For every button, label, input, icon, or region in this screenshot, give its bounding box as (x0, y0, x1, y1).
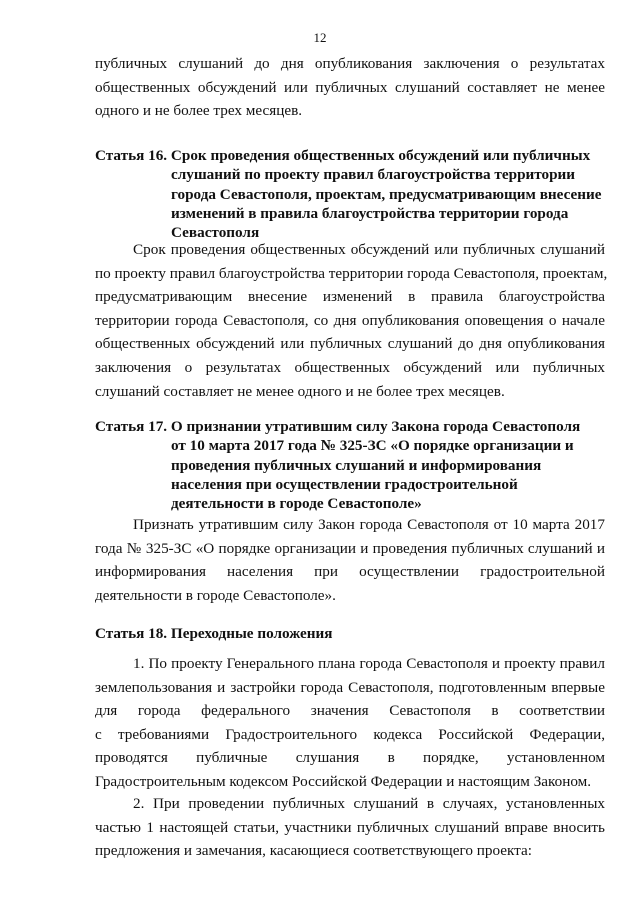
text-line: заключения о результатах общественных обсуждений или публичных (95, 358, 605, 376)
text-line: Срок проведения общественных обсуждений или публичных слушаний (133, 241, 605, 258)
heading-line: Севастополя (171, 224, 260, 242)
article-18-paragraph-2 (95, 792, 605, 863)
text-line: 2. При проведении публичных слушаний в случаях, установленных (133, 795, 605, 812)
text-line: 1. По проекту Генерального плана города Севастополя и проекту правил (133, 655, 605, 672)
heading-line: Статья 16. Срок проведения общественных обсуждений или публичных (95, 147, 591, 164)
heading-line: Статья 18. Переходные положения (95, 625, 333, 642)
article-16-heading (95, 146, 605, 242)
text-line: территории города Севастополя, со дня опубликования оповещения о начале (95, 311, 605, 329)
heading-line: деятельности в городе Севастополе» (171, 495, 422, 513)
heading-line: слушаний по проекту правил благоустройства территории (171, 166, 576, 184)
text-line: предусматривающим внесение изменений в правила благоустройства (95, 288, 605, 306)
text-line: публичных слушаний до дня опубликования заключения о результатах (95, 55, 605, 72)
text-line: проводятся публичные слушания в порядке, установленном (95, 749, 605, 767)
heading-line: от 10 марта 2017 года № 325-ЗС «О порядке организации и (171, 437, 574, 455)
text-line: землепользования и застройки города Севастополя, подготовленным впервые (95, 678, 605, 696)
heading-line: проведения публичных слушаний и информирования (171, 456, 542, 474)
text-line: информирования населения при осуществлении градостроительной (95, 563, 605, 581)
article-18-heading (95, 624, 605, 643)
text-line: Градостроительным кодексом Российской Федерации и настоящим Законом. (95, 772, 592, 790)
heading-line: населения при осуществлении градостроительной (171, 475, 518, 493)
text-line: частью 1 настоящей статьи, участники публичных слушаний вправе вносить (95, 818, 605, 836)
article-16-body (95, 238, 608, 403)
heading-line: города Севастополя, проектам, предусматривающим внесение (171, 185, 602, 203)
heading-line: Статья 17. О признании утратившим силу Закона города Севастополя (95, 418, 581, 435)
article-17-heading (95, 417, 605, 513)
text-line: деятельности в городе Севастополе». (95, 586, 336, 604)
text-line: общественных обсуждений или публичных слушаний составляет не менее (95, 78, 605, 96)
intro-paragraph (95, 52, 605, 123)
article-17-body (95, 513, 605, 607)
text-line: слушаний составляет не менее одного и не более трех месяцев. (95, 382, 505, 400)
text-line: общественных обсуждений или публичных слушаний до дня опубликования (95, 335, 605, 353)
text-line: для города федерального значения Севастополя в соответствии (95, 702, 605, 720)
text-line: с требованиями Градостроительного кодекса Российской Федерации, (95, 725, 605, 743)
text-line: года № 325-ЗС «О порядке организации и проведения публичных слушаний и (95, 539, 605, 557)
page-number: 12 (313, 30, 327, 45)
text-line: одного и не более трех месяцев. (95, 102, 303, 120)
text-line: по проекту правил благоустройства территории города Севастополя, проектам, (95, 264, 608, 282)
text-line: Признать утратившим силу Закон города Севастополя от 10 марта 2017 (133, 516, 605, 533)
heading-line: изменений в правила благоустройства территории города (171, 204, 569, 222)
text-line: предложения и замечания, касающиеся соответствующего проекта: (95, 842, 532, 860)
article-18-paragraph-1 (95, 652, 605, 794)
